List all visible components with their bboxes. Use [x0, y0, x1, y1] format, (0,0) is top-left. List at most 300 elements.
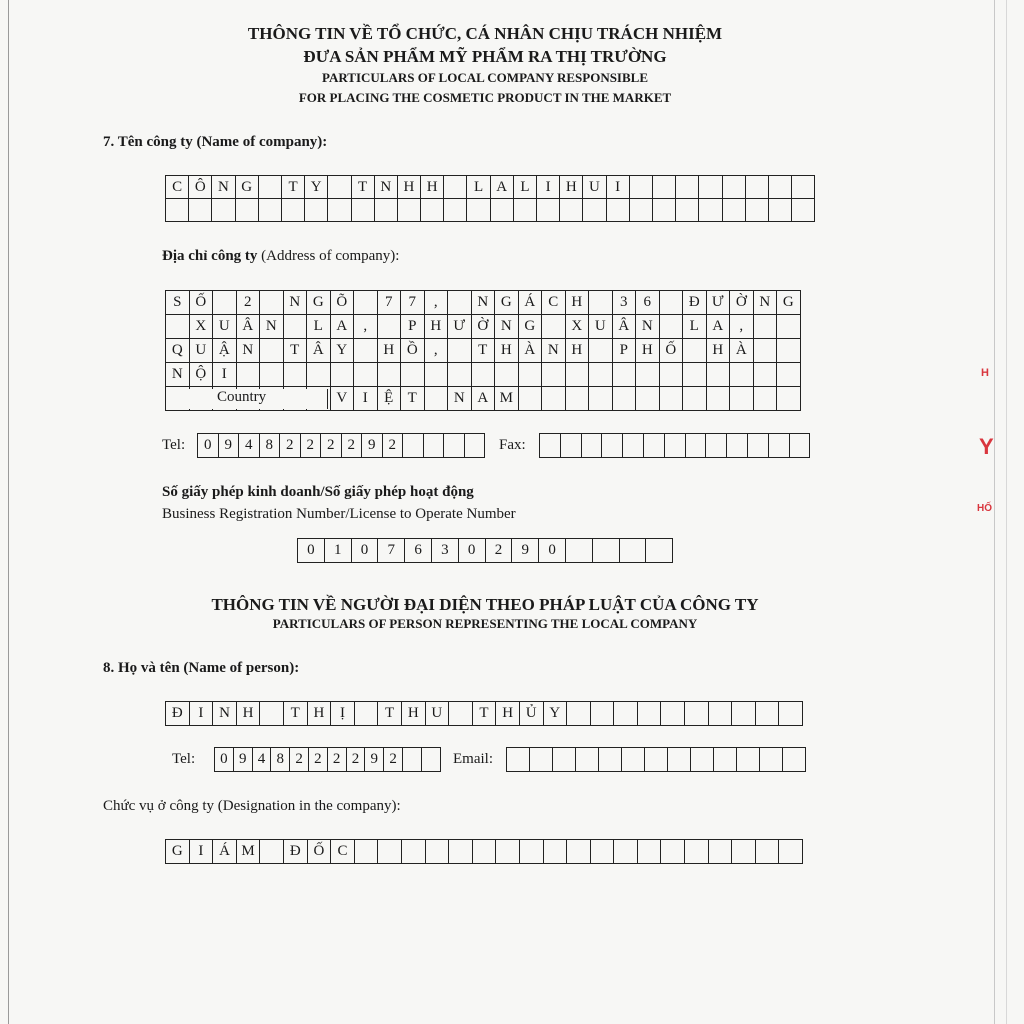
fax-cell	[769, 434, 790, 458]
company-tel-cell	[465, 434, 486, 458]
company-name-label: 7. Tên công ty (Name of company):	[103, 134, 328, 150]
address-cell	[613, 363, 637, 387]
address-cell: Ộ	[190, 363, 214, 387]
person-name-cell: N	[213, 702, 237, 726]
company-tel-cell: 8	[260, 434, 281, 458]
designation-cell: G	[166, 840, 190, 864]
address-cell: Y	[331, 339, 355, 363]
address-cell: X	[566, 315, 590, 339]
company-name-cell: C	[166, 176, 189, 199]
designation-cell	[567, 840, 591, 864]
company-name-row	[166, 176, 815, 199]
license-cell: 3	[432, 539, 459, 563]
company-name-cell	[259, 176, 282, 199]
address-cell: P	[401, 315, 425, 339]
page-edge-right	[994, 0, 995, 1024]
company-name-cell	[375, 199, 398, 222]
address-cell	[166, 315, 190, 339]
address-cell: Đ	[683, 291, 707, 315]
company-name-cell	[607, 199, 630, 222]
address-cell	[448, 291, 472, 315]
address-cell	[519, 363, 543, 387]
address-cell	[448, 339, 472, 363]
stamp-fragment-bottom: HỐ	[977, 503, 992, 514]
email-cell	[783, 748, 806, 772]
stamp-fragment-top: H	[981, 367, 989, 379]
address-cell	[519, 387, 543, 411]
company-name-cell	[514, 199, 537, 222]
license-cell: 2	[486, 539, 513, 563]
company-tel-cell	[424, 434, 445, 458]
address-cell	[378, 315, 402, 339]
designation-cell	[402, 840, 426, 864]
company-name-cell	[398, 199, 421, 222]
address-cell	[213, 291, 237, 315]
address-cell: N	[754, 291, 778, 315]
company-tel-cell: 2	[342, 434, 363, 458]
person-name-cell	[756, 702, 780, 726]
company-name-cell	[189, 199, 212, 222]
company-name-cell	[328, 199, 351, 222]
address-cell: N	[472, 291, 496, 315]
address-cell	[777, 387, 801, 411]
company-tel-cell: 2	[321, 434, 342, 458]
company-name-cell	[166, 199, 189, 222]
address-cell: H	[378, 339, 402, 363]
address-label	[162, 248, 399, 265]
address-cell	[589, 339, 613, 363]
address-cell: N	[284, 291, 308, 315]
address-cell	[707, 387, 731, 411]
address-cell: 6	[636, 291, 660, 315]
license-cell: 0	[352, 539, 379, 563]
fax-cell	[727, 434, 748, 458]
address-cell	[331, 363, 355, 387]
address-cell: N	[448, 387, 472, 411]
company-tel-cell: 2	[301, 434, 322, 458]
company-name-cell	[653, 199, 676, 222]
address-cell: À	[730, 339, 754, 363]
company-name-cell: A	[491, 176, 514, 199]
person-name-cell: H	[402, 702, 426, 726]
country-label: Country	[168, 389, 328, 409]
license-label-en: Business Registration Number/License to Operate Number	[162, 506, 516, 522]
designation-cell	[544, 840, 568, 864]
designation-cell	[709, 840, 733, 864]
person-name-cell: U	[426, 702, 450, 726]
address-cell: M	[495, 387, 519, 411]
address-cell: 7	[401, 291, 425, 315]
address-cell: Á	[519, 291, 543, 315]
fax-cell	[686, 434, 707, 458]
company-name-cell: Ô	[189, 176, 212, 199]
person-tel-label: Tel:	[172, 751, 196, 767]
license-cell: 6	[405, 539, 432, 563]
license-label-vi: Số giấy phép kinh doanh/Số giấy phép hoạt động	[162, 484, 474, 500]
header-en-line2: FOR PLACING THE COSMETIC PRODUCT IN THE MARKET	[298, 90, 672, 105]
address-cell: U	[213, 315, 237, 339]
company-name-cell	[282, 199, 305, 222]
person-name-cell: T	[284, 702, 308, 726]
designation-cell: C	[331, 840, 355, 864]
license-cell: 0	[539, 539, 566, 563]
address-cell: Ệ	[378, 387, 402, 411]
person-name-cell	[355, 702, 379, 726]
fax-cell	[665, 434, 686, 458]
person-name-cell	[685, 702, 709, 726]
company-name-cell	[746, 199, 769, 222]
address-cell: ,	[425, 291, 449, 315]
company-name-cell	[537, 199, 560, 222]
company-name-cell: H	[398, 176, 421, 199]
company-name-cell: H	[560, 176, 583, 199]
company-name-row	[166, 199, 815, 222]
designation-cell	[355, 840, 379, 864]
address-cell: G	[777, 291, 801, 315]
address-cell: T	[472, 339, 496, 363]
header-vi-line2: ĐƯA SẢN PHẨM MỸ PHẨM RA THỊ TRƯỜNG	[303, 47, 667, 66]
page-edge-right-back	[1006, 0, 1007, 1024]
company-tel-boxes	[197, 433, 485, 458]
company-tel-cell: 9	[219, 434, 240, 458]
address-cell: U	[190, 339, 214, 363]
person-name-cell: T	[378, 702, 402, 726]
designation-cell	[520, 840, 544, 864]
email-cell	[691, 748, 714, 772]
address-cell: Ư	[448, 315, 472, 339]
company-name-cell	[305, 199, 328, 222]
person-name-cell: H	[496, 702, 520, 726]
address-cell: N	[166, 363, 190, 387]
address-cell	[683, 363, 707, 387]
license-cell	[646, 539, 673, 563]
address-cell	[448, 363, 472, 387]
company-name-cell: N	[375, 176, 398, 199]
address-row	[166, 291, 801, 315]
address-cell	[636, 387, 660, 411]
address-cell	[260, 291, 284, 315]
address-cell	[660, 291, 684, 315]
company-tel-cell: 2	[280, 434, 301, 458]
email-cell	[645, 748, 668, 772]
designation-cell	[260, 840, 284, 864]
person-tel-cell: 8	[271, 748, 290, 772]
company-name-cell	[792, 176, 815, 199]
address-cell: G	[307, 291, 331, 315]
email-cell	[530, 748, 553, 772]
address-cell	[777, 339, 801, 363]
company-name-grid	[165, 175, 815, 222]
address-cell	[683, 387, 707, 411]
address-cell: ,	[730, 315, 754, 339]
address-cell: H	[636, 339, 660, 363]
company-name-cell	[583, 199, 606, 222]
designation-cell: M	[237, 840, 261, 864]
person-name-cell: Ủ	[520, 702, 544, 726]
address-cell: T	[284, 339, 308, 363]
address-cell: P	[613, 339, 637, 363]
company-name-cell	[212, 199, 235, 222]
address-cell	[284, 315, 308, 339]
address-cell: 7	[378, 291, 402, 315]
email-cell	[507, 748, 530, 772]
company-name-cell: G	[236, 176, 259, 199]
company-tel-cell: 9	[362, 434, 383, 458]
designation-cell	[496, 840, 520, 864]
person-tel-cell: 2	[328, 748, 347, 772]
address-cell	[354, 363, 378, 387]
fax-label: Fax:	[499, 437, 526, 453]
designation-cell	[661, 840, 685, 864]
address-cell: X	[190, 315, 214, 339]
designation-cell	[732, 840, 756, 864]
email-cell	[668, 748, 691, 772]
company-name-cell	[630, 176, 653, 199]
person-tel-boxes	[214, 747, 441, 772]
designation-cell: Đ	[284, 840, 308, 864]
company-name-cell	[236, 199, 259, 222]
address-row	[166, 315, 801, 339]
address-cell	[542, 363, 566, 387]
person-tel-cell: 9	[234, 748, 253, 772]
designation-cell	[756, 840, 780, 864]
address-cell	[425, 387, 449, 411]
designation-label: Chức vụ ở công ty (Designation in the company):	[103, 798, 401, 814]
license-cell	[593, 539, 620, 563]
address-cell	[660, 363, 684, 387]
person-tel-cell: 4	[253, 748, 272, 772]
address-cell: U	[589, 315, 613, 339]
person-name-cell	[614, 702, 638, 726]
email-cell	[760, 748, 783, 772]
person-tel-cell: 2	[347, 748, 366, 772]
address-cell	[754, 315, 778, 339]
person-name-cell	[709, 702, 733, 726]
address-cell	[260, 339, 284, 363]
address-cell	[472, 363, 496, 387]
license-cell	[566, 539, 593, 563]
person-name-cell: I	[190, 702, 214, 726]
email-cell	[599, 748, 622, 772]
company-name-cell: I	[607, 176, 630, 199]
company-name-cell	[328, 176, 351, 199]
designation-cell: Ố	[308, 840, 332, 864]
address-cell	[307, 363, 331, 387]
address-cell	[589, 363, 613, 387]
address-cell: Ờ	[472, 315, 496, 339]
license-cell: 9	[512, 539, 539, 563]
address-cell: A	[707, 315, 731, 339]
person-tel-cell: 9	[365, 748, 384, 772]
address-row	[166, 339, 801, 363]
address-label-en: (Address of company):	[257, 248, 400, 264]
address-cell	[636, 363, 660, 387]
designation-cell	[614, 840, 638, 864]
person-name-cell	[567, 702, 591, 726]
license-cell: 1	[325, 539, 352, 563]
license-cell: 0	[459, 539, 486, 563]
company-name-cell: U	[583, 176, 606, 199]
address-cell	[660, 315, 684, 339]
company-name-cell	[421, 199, 444, 222]
person-name-cell: H	[308, 702, 332, 726]
person-name-cell	[732, 702, 756, 726]
address-cell	[566, 363, 590, 387]
address-cell	[378, 363, 402, 387]
fax-boxes	[539, 433, 810, 458]
designation-cell	[685, 840, 709, 864]
designation-cell	[426, 840, 450, 864]
person-name-cell: Đ	[166, 702, 190, 726]
address-cell: Ồ	[401, 339, 425, 363]
address-cell: Ố	[660, 339, 684, 363]
fax-cell	[582, 434, 603, 458]
address-cell: ,	[354, 315, 378, 339]
company-name-cell	[746, 176, 769, 199]
address-cell: Ờ	[730, 291, 754, 315]
person-tel-cell: 2	[384, 748, 403, 772]
company-name-cell	[723, 176, 746, 199]
company-name-cell	[467, 199, 490, 222]
address-cell: N	[495, 315, 519, 339]
person-name-cell: Ị	[331, 702, 355, 726]
company-name-cell	[769, 199, 792, 222]
address-cell	[777, 363, 801, 387]
address-cell: H	[707, 339, 731, 363]
address-cell: I	[213, 363, 237, 387]
email-cell	[576, 748, 599, 772]
company-tel-cell: 4	[239, 434, 260, 458]
address-cell	[284, 363, 308, 387]
address-cell: Q	[166, 339, 190, 363]
person-name-cell	[260, 702, 284, 726]
address-cell: H	[566, 291, 590, 315]
company-name-cell	[699, 199, 722, 222]
address-cell	[401, 363, 425, 387]
address-cell	[589, 291, 613, 315]
company-name-cell: Y	[305, 176, 328, 199]
company-name-cell	[352, 199, 375, 222]
address-cell: C	[542, 291, 566, 315]
address-cell	[495, 363, 519, 387]
designation-cell: I	[190, 840, 214, 864]
address-cell: À	[519, 339, 543, 363]
person-tel-cell	[422, 748, 441, 772]
person-header-en: PARTICULARS OF PERSON REPRESENTING THE LOCAL COMPANY	[272, 616, 698, 631]
company-name-cell	[792, 199, 815, 222]
address-cell	[566, 387, 590, 411]
address-cell: Ậ	[213, 339, 237, 363]
person-name-cell	[638, 702, 662, 726]
designation-cell	[378, 840, 402, 864]
person-tel-cell	[403, 748, 422, 772]
person-name-cell: Y	[544, 702, 568, 726]
address-cell: Â	[613, 315, 637, 339]
company-tel-cell: 2	[383, 434, 404, 458]
address-cell	[707, 363, 731, 387]
license-cell: 7	[378, 539, 405, 563]
company-tel-cell: 0	[198, 434, 219, 458]
designation-cell	[591, 840, 615, 864]
designation-cell	[779, 840, 803, 864]
company-name-cell: I	[537, 176, 560, 199]
address-cell	[425, 363, 449, 387]
company-name-cell	[560, 199, 583, 222]
email-label: Email:	[453, 751, 493, 767]
address-cell: T	[401, 387, 425, 411]
person-name-label: 8. Họ và tên (Name of person):	[103, 660, 300, 676]
address-cell: V	[331, 387, 355, 411]
company-name-cell: L	[467, 176, 490, 199]
company-name-cell	[259, 199, 282, 222]
company-name-cell	[676, 176, 699, 199]
address-cell: Â	[307, 339, 331, 363]
address-cell: H	[495, 339, 519, 363]
address-cell	[730, 363, 754, 387]
address-cell	[754, 387, 778, 411]
address-cell: N	[636, 315, 660, 339]
address-cell: N	[542, 339, 566, 363]
address-cell: S	[166, 291, 190, 315]
license-cell	[620, 539, 647, 563]
address-cell: L	[307, 315, 331, 339]
address-cell: H	[425, 315, 449, 339]
person-tel-cell: 2	[309, 748, 328, 772]
address-cell	[260, 363, 284, 387]
designation-boxes	[165, 839, 803, 864]
stamp-fragment-middle: Y	[979, 434, 994, 459]
person-name-boxes	[165, 701, 803, 726]
company-tel-label: Tel:	[162, 437, 186, 453]
address-cell: ,	[425, 339, 449, 363]
address-cell	[354, 339, 378, 363]
email-cell	[553, 748, 576, 772]
address-cell	[354, 291, 378, 315]
address-cell	[237, 363, 261, 387]
fax-cell	[644, 434, 665, 458]
address-cell	[589, 387, 613, 411]
address-cell	[683, 339, 707, 363]
company-name-cell	[723, 199, 746, 222]
company-name-cell	[444, 199, 467, 222]
email-cell	[622, 748, 645, 772]
address-cell: G	[519, 315, 543, 339]
fax-cell	[706, 434, 727, 458]
fax-cell	[748, 434, 769, 458]
person-name-cell: T	[473, 702, 497, 726]
person-name-cell	[591, 702, 615, 726]
address-cell	[660, 387, 684, 411]
person-tel-cell: 2	[290, 748, 309, 772]
address-cell: A	[331, 315, 355, 339]
address-cell: A	[472, 387, 496, 411]
designation-cell: Á	[213, 840, 237, 864]
address-cell: I	[354, 387, 378, 411]
address-row	[166, 363, 801, 387]
email-cell	[737, 748, 760, 772]
fax-cell	[561, 434, 582, 458]
page-edge-left	[8, 0, 9, 1024]
address-label-vi: Địa chỉ công ty	[162, 248, 258, 264]
address-cell: N	[237, 339, 261, 363]
designation-cell	[473, 840, 497, 864]
address-cell: Â	[237, 315, 261, 339]
designation-cell	[638, 840, 662, 864]
company-name-cell: T	[282, 176, 305, 199]
company-name-cell	[653, 176, 676, 199]
address-cell: L	[683, 315, 707, 339]
address-cell	[542, 315, 566, 339]
